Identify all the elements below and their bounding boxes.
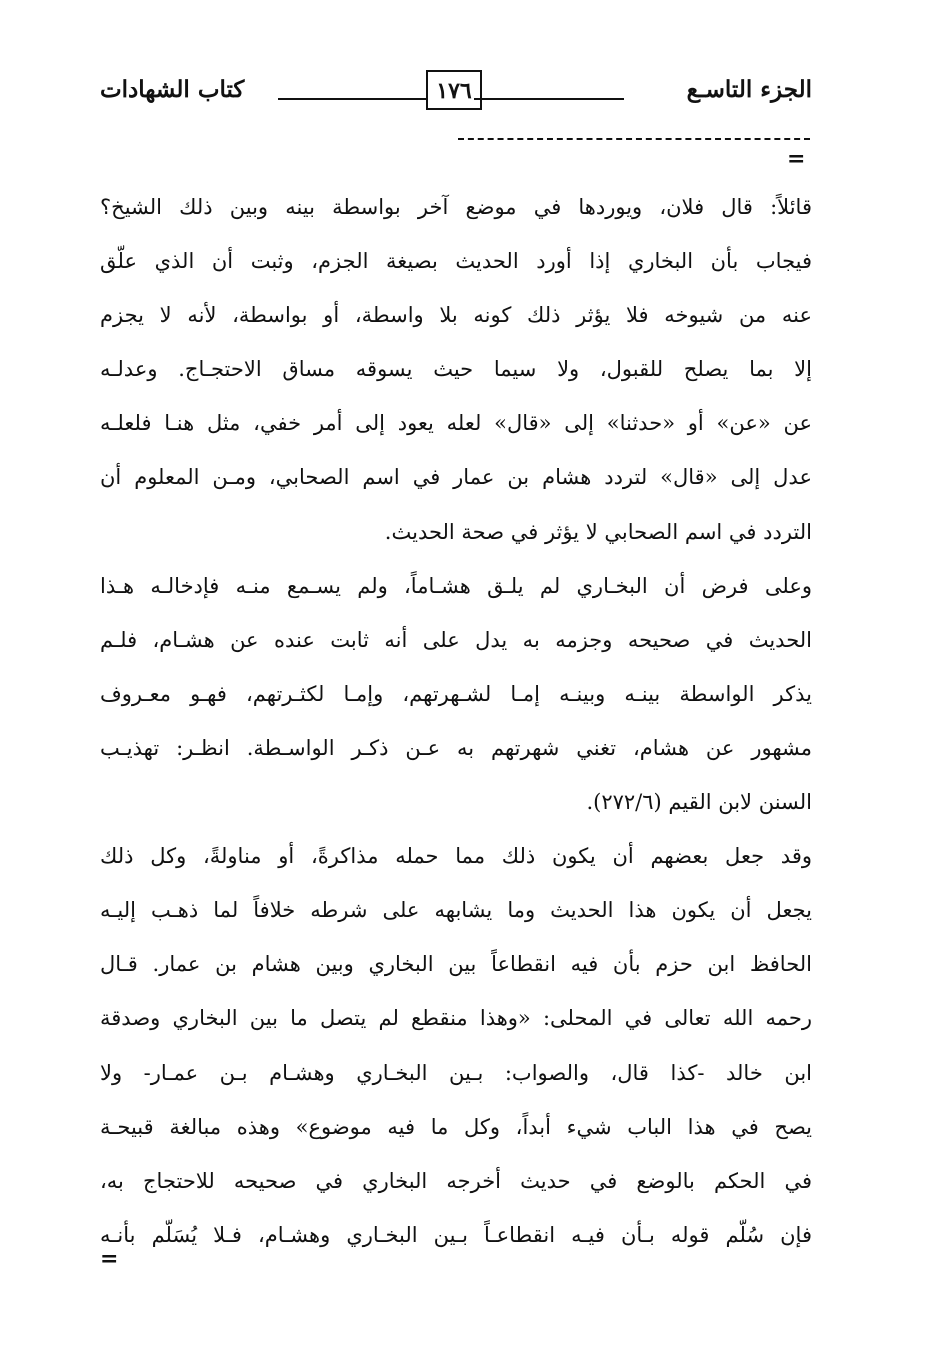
continuation-mark-bottom: = <box>100 1246 119 1272</box>
text-line: وعلى فرض أن البخـاري لم يلـق هشـاماً، ولم يسـمع منـه فإدخالـه هـذا <box>100 573 812 598</box>
header-rule-right <box>474 98 624 100</box>
text-line: السنن لابن القيم (٢٧٢/٦). <box>586 790 812 815</box>
text-line: فإن سُلّم قوله بـأن فيـه انقطاعـاً بـين البخـاري وهشـام، فـلا يُسَلّم بأنـه <box>100 1222 812 1247</box>
footnote-separator <box>458 138 810 140</box>
text-line: عدل إلى «قال» لتردد هشام بن عمار في اسم الصحابي، ومـن المعلوم أن <box>100 465 812 490</box>
text-line: عن «عن» أو «حدثنا» إلى «قال» لعله يعود إلى أمر خفي، مثل هنـا فلعلـه <box>100 411 812 436</box>
part-title: الجزء التاسـع <box>686 76 812 103</box>
text-line: يصح في هذا الباب شيء أبداً، وكل ما فيه موضوع» وهذه مبالغة قبيحـة <box>100 1114 812 1139</box>
text-line: عنه من شيوخه فلا يؤثر ذلك كونه بلا واسطة، أو بواسطة، لأنه لا يجزم <box>100 303 812 328</box>
page-header <box>100 70 812 120</box>
text-line: يذكر الواسطة بينـه وبينـه إمـا لشـهرتهم، وإمـا لكثـرتهم، فهـو معـروف <box>100 681 812 706</box>
text-line: في الحكم بالوضع في حديث أخرجه البخاري في صحيحه للاحتجاج به، <box>100 1168 812 1193</box>
page-number: ١٧٦ <box>426 70 482 110</box>
text-line: يجعل أن يكون هذا الحديث وما يشابهه على شرطه خلافاً لما ذهـب إليـه <box>100 898 812 923</box>
text-line: وقد جعل بعضهم أن يكون ذلك مما حمله مذاكرةً، أو مناولةً، وكل ذلك <box>100 844 812 869</box>
text-line: ابن خالد -كذا قال، والصواب: بـين البخـاري وهشـام بـن عمـار- ولا <box>100 1060 812 1085</box>
text-line: التردد في اسم الصحابي لا يؤثر في صحة الحديث. <box>384 519 812 544</box>
text-line: فيجاب بأن البخاري إذا أورد الحديث بصيغة الجزم، وثبت أن الذي علّق <box>100 249 812 274</box>
text-line: الحديث في صحيحه وجزمه به يدل على أنه ثابت عنده عن هشـام، فلـم <box>100 627 812 652</box>
continuation-mark-top: = <box>787 146 806 172</box>
text-line: إلا بما يصلح للقبول، ولا سيما حيث يسوقه مساق الاحتجـاج. وعدلـه <box>100 357 812 382</box>
footnote-body <box>100 180 812 1262</box>
book-title: كتاب الشهادات <box>100 76 245 103</box>
text-line: الحافظ ابن حزم بأن فيه انقطاعاً بين البخاري وبين هشام بن عمار. قـال <box>100 952 812 977</box>
text-line: قائلاً: قال فلان، ويوردها في موضع آخر بواسطة بينه وبين ذلك الشيخ؟ <box>100 195 812 219</box>
header-rule-left <box>278 98 426 100</box>
text-line: رحمه الله تعالى في المحلى: «وهذا منقطع لم يتصل ما بين البخاري وصدقة <box>100 1006 812 1031</box>
text-line: مشهور عن هشام، تغني شهرتهم به عـن ذكـر الواسـطة. انظـر: تهذيـب <box>100 735 812 760</box>
